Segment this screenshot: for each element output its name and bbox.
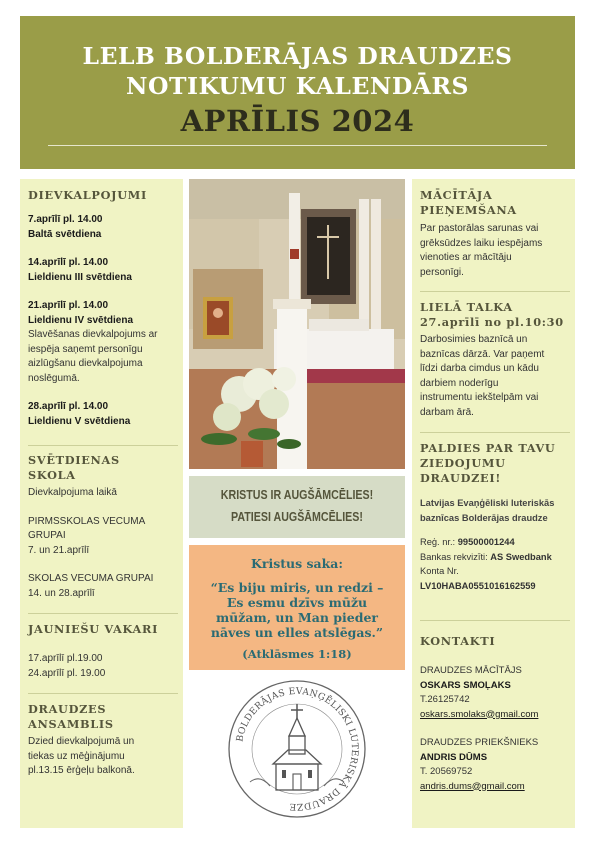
organization-name: baznīcas Bolderājas draudze: [420, 512, 548, 523]
church-interior-image: [189, 179, 405, 469]
chair-email-link[interactable]: andris.dums@gmail.com: [420, 780, 525, 792]
sunday-school-title: SVĒTDIENAS: [28, 453, 120, 467]
easter-greeting-box: [189, 476, 405, 538]
bank-value: AS Swedbank: [490, 551, 552, 562]
ensemble-section: [28, 702, 178, 779]
easter-greeting-line: KRISTUS IR AUGŠĀMCĒLIES!: [220, 487, 374, 502]
preschool-dates: 7. un 21.aprīlī: [28, 544, 90, 556]
service-description: iespēja saņemt personīgu: [28, 343, 143, 355]
pastor-reception-text: Par pastorālas sarunas vai: [420, 223, 539, 234]
preschool-group: GRUPAI: [28, 530, 66, 541]
ensemble-title: ANSAMBLIS: [28, 717, 114, 731]
ensemble-text: pl.13.15 ērģeļu balkonā.: [28, 765, 135, 776]
quote-line: nāves un elles atslēgas.”: [210, 625, 384, 640]
cleanup-text: Darbosimies baznīcā un: [420, 334, 528, 345]
pastor-reception-text: grēksūdzes laiku iespējams: [420, 237, 543, 249]
cleanup-text: baznīcas dārzā. Var paņemt: [420, 348, 545, 360]
cleanup-text: līdzi darba cimdus un kādu: [420, 363, 539, 374]
ensemble-title: DRAUDZES: [28, 702, 107, 716]
service-date: 28.aprīlī pl. 14.00: [28, 401, 109, 412]
quote-line: mūžam, un Man pieder: [215, 610, 379, 625]
chair-role: DRAUDZES PRIEKŠNIEKS: [420, 737, 539, 748]
divider: [420, 432, 570, 433]
contacts-title: KONTAKTI: [420, 634, 496, 648]
chair-name: ANDRIS DŪMS: [420, 751, 488, 763]
cleanup-text: darbiem noderīgu: [420, 377, 499, 389]
reg-value: 99500001244: [457, 537, 515, 547]
donation-title: ZIEDOJUMU: [420, 456, 506, 470]
service-date: 14.aprīlī pl. 14.00: [28, 257, 109, 268]
services-section: [28, 188, 178, 429]
bank-details: [420, 550, 570, 565]
header-divider: [48, 145, 547, 146]
youth-date: 17.aprīlī pl.19.00: [28, 653, 103, 664]
cleanup-section: [420, 300, 570, 420]
organization-name: Latvijas Evaņģēliski luteriskās: [420, 498, 555, 508]
quote-intro: Kristus saka:: [251, 556, 343, 571]
donation-title: DRAUDZEI!: [420, 471, 501, 485]
ensemble-text: Dzied dievkalpojumā un: [28, 736, 135, 747]
service-description: aizlūgšanu dievkalpojuma: [28, 358, 143, 369]
pastor-reception-text: vienoties ar mācītāju: [420, 252, 512, 263]
pastor-reception-section: [420, 188, 570, 280]
pastor-email-row: [420, 708, 570, 723]
pastor-name: OSKARS SMOĻAKS: [420, 679, 511, 691]
cleanup-title: 27.aprīlī no pl.10:30: [420, 315, 564, 329]
account-label: Konta Nr.: [420, 566, 459, 576]
parish-seal: [226, 678, 368, 820]
youth-section: [28, 622, 178, 681]
header-line-1: LELB BOLDERĀJAS DRAUDZES: [82, 42, 513, 70]
left-column: [20, 179, 183, 828]
ensemble-text: tiekas uz mēģinājumu: [28, 750, 125, 762]
right-column: [412, 179, 575, 828]
divider: [28, 445, 178, 446]
cleanup-text: instrumentu iekštelpām vai: [420, 392, 539, 403]
bank-label: Bankas rekvizīti:: [420, 551, 491, 562]
pastor-phone: T.26125742: [420, 694, 470, 705]
sunday-school-title: SKOLA: [28, 468, 76, 482]
services-title: DIEVKALPOJUMI: [28, 188, 147, 202]
quote-line: “Es biju miris, un redzi –: [210, 580, 384, 595]
header-line-2: NOTIKUMU KALENDĀRS: [126, 72, 469, 100]
contacts-section: [420, 634, 570, 794]
quote-reference: (Atklāsmes 1:18): [242, 647, 352, 661]
youth-date: 24.aprīlī pl. 19.00: [28, 667, 106, 679]
service-date: 7.aprīlī pl. 14.00: [28, 214, 103, 225]
school-group-dates: 14. un 28.aprīlī: [28, 587, 95, 599]
service-description: noslēgumā.: [28, 372, 80, 384]
divider: [420, 620, 570, 621]
service-description: Slavēšanas dievkalpojums ar: [28, 329, 158, 340]
sunday-school-time: Dievkalpojuma laikā: [28, 487, 117, 498]
parish-seal-image: [226, 678, 368, 820]
sunday-school-section: [28, 453, 178, 601]
church-interior-photo: [189, 179, 405, 469]
service-name: Lieldienu III svētdiena: [28, 271, 132, 283]
preschool-group: PIRMSSKOLAS VECUMA: [28, 515, 146, 527]
youth-title: JAUNIEŠU VAKARI: [28, 622, 159, 636]
cleanup-title: LIELĀ TALKA: [420, 300, 513, 314]
pastor-reception-title: PIEŅEMŠANA: [420, 203, 517, 217]
service-name: Baltā svētdiena: [28, 228, 102, 240]
header-month-title: APRĪLIS 2024: [180, 104, 415, 138]
donation-section: [420, 441, 570, 593]
registration-number: [420, 535, 570, 550]
chair-email-row: [420, 780, 570, 795]
service-name: Lieldienu V svētdiena: [28, 415, 131, 427]
bible-quote-box: [189, 545, 405, 670]
service-date: 21.aprīlī pl. 14.00: [28, 300, 109, 311]
school-group: SKOLAS VECUMA GRUPAI: [28, 573, 154, 584]
divider: [28, 613, 178, 614]
pastor-reception-text: personīgi.: [420, 266, 464, 278]
divider: [28, 693, 178, 694]
reg-label: Reģ. nr.:: [420, 537, 458, 547]
cleanup-text: darbam ārā.: [420, 406, 474, 418]
pastor-email-link[interactable]: oskars.smolaks@gmail.com: [420, 708, 539, 720]
quote-line: Es esmu dzīvs mūžu: [226, 595, 368, 610]
pastor-reception-title: MĀCĪTĀJA: [420, 188, 493, 202]
account-number: LV10HABA0551016162559: [420, 580, 536, 591]
seal-text: BOLDERĀJAS EVAŅĢĒLISKI LUTERISKĀ DRAUDZE: [234, 685, 361, 813]
divider: [420, 291, 570, 292]
donation-title: PALDIES PAR TAVU: [420, 441, 556, 455]
page-header: [20, 16, 575, 169]
easter-greeting-line: PATIESI AUGŠĀMCĒLIES!: [231, 509, 363, 524]
pastor-role: DRAUDZES MĀCĪTĀJS: [420, 665, 522, 676]
service-name: Lieldienu IV svētdiena: [28, 314, 134, 326]
chair-phone: T. 20569752: [420, 766, 473, 777]
